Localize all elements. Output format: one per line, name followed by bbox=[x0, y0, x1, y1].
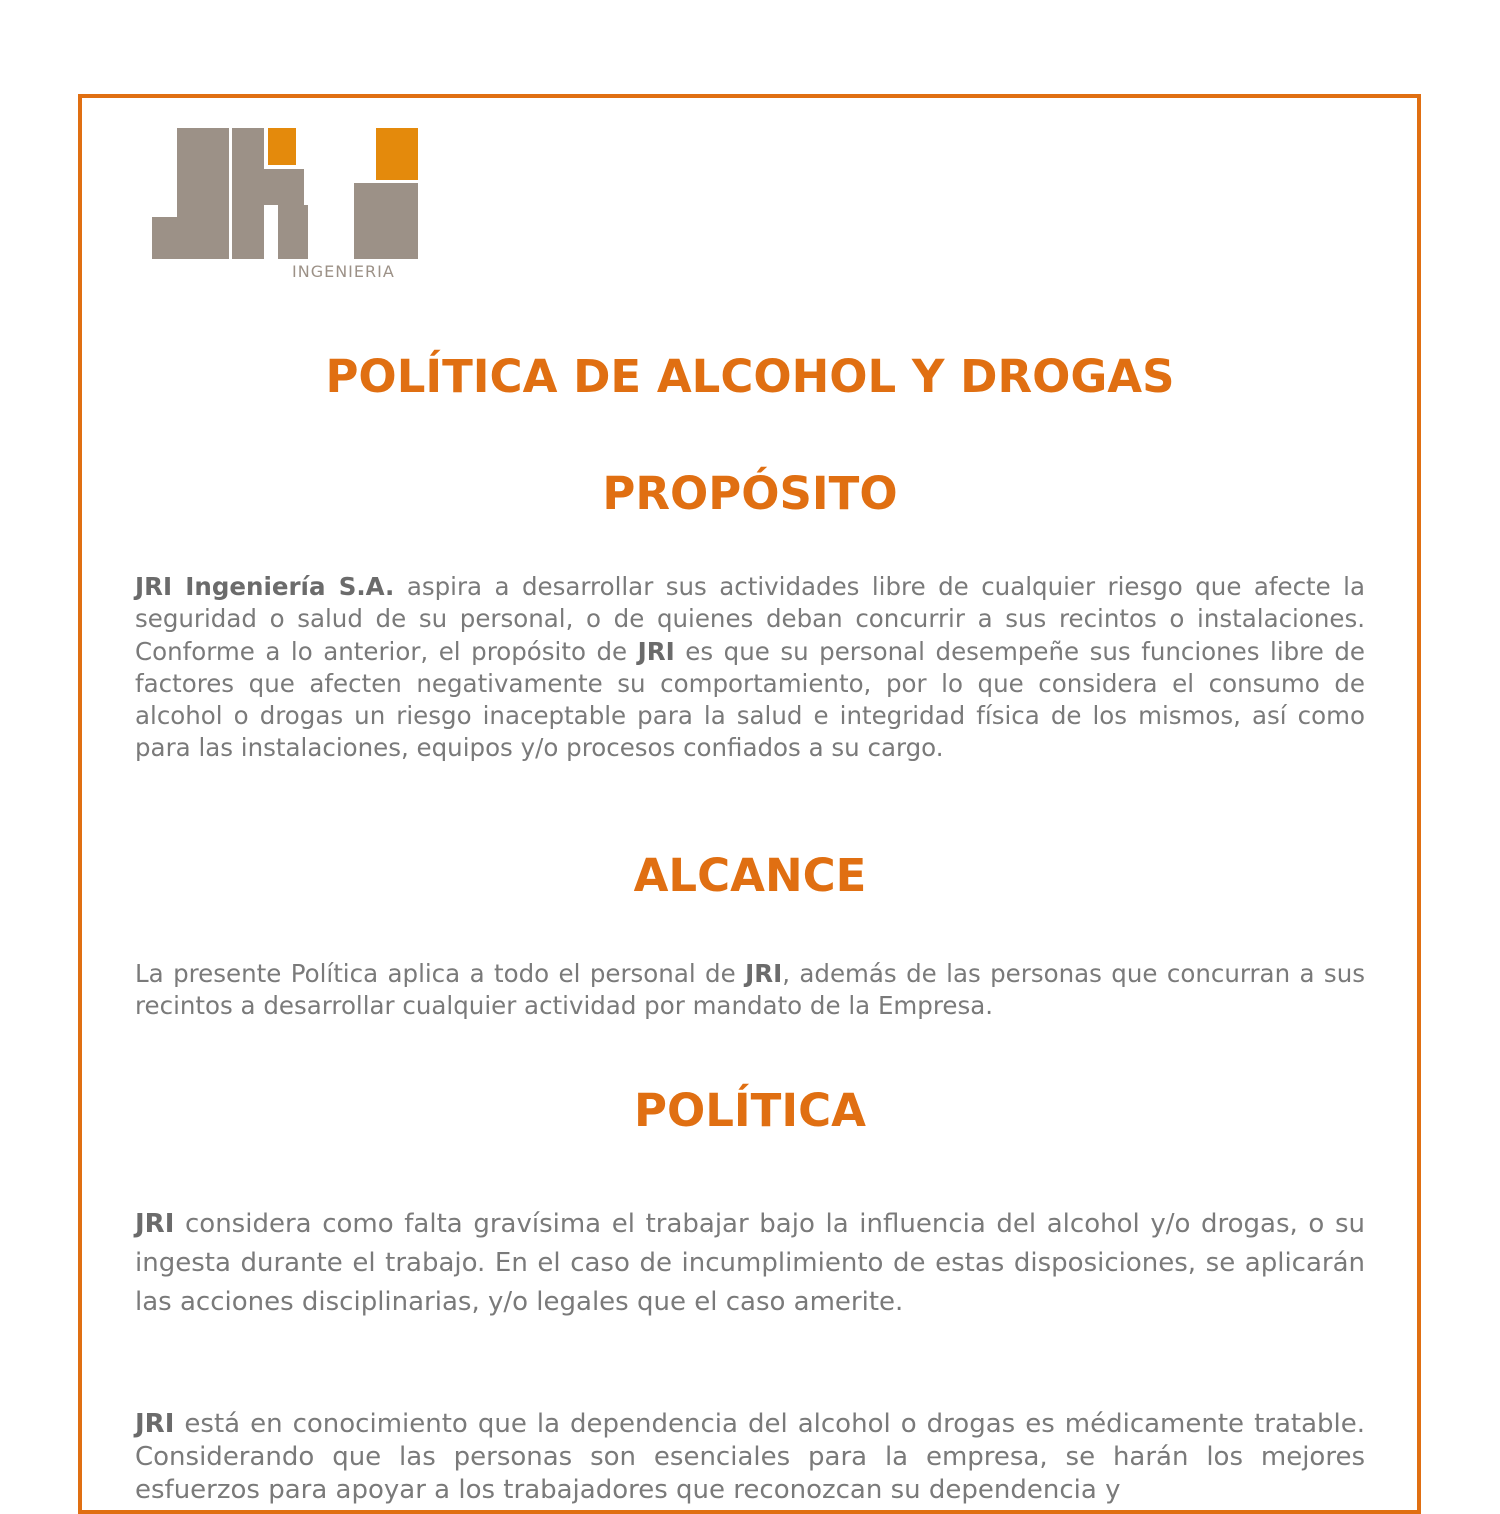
logo-i-stem bbox=[354, 183, 418, 259]
paragraph-text: , además de las personas que concurran a sus recintos a desarrollar cualquier actividad por mandato de la Empresa. bbox=[135, 959, 1365, 1021]
logo-j-top bbox=[177, 128, 229, 217]
paragraph-proposito bbox=[135, 571, 1365, 765]
logo-subtitle: INGENIERIA bbox=[292, 262, 395, 281]
logo-r-bowl bbox=[264, 169, 304, 205]
bold-jri: JRI bbox=[637, 636, 675, 666]
logo-i-dot bbox=[376, 128, 418, 180]
paragraph-politica-1 bbox=[135, 1205, 1365, 1322]
paragraph-text: La presente Política aplica a todo el personal de bbox=[135, 959, 746, 988]
bold-jri: JRI bbox=[745, 959, 783, 988]
logo-r-accent bbox=[268, 128, 296, 165]
logo-j-bottom bbox=[152, 217, 229, 259]
paragraph-text: aspira a desarrollar sus actividades libre de cualquier riesgo que afecte la seguridad o salud de su personal, o de quienes deban concurrir a sus recintos o instalaciones. Conforme a lo anterior, el propósito de bbox=[135, 572, 1366, 666]
heading-proposito: PROPÓSITO bbox=[602, 467, 898, 520]
heading-alcance: ALCANCE bbox=[633, 849, 867, 902]
document-title: POLÍTICA DE ALCOHOL Y DROGAS bbox=[325, 350, 1175, 403]
bold-jri: JRI bbox=[135, 1409, 175, 1439]
paragraph-text: considera como falta gravísima el trabajar bajo la influencia del alcohol y/o drogas, o su ingesta durante el trabajo. En el caso de incumplimiento de estas disposiciones, se aplicarán las acciones disciplinarias, y/o legales que el caso amerite. bbox=[135, 1209, 1365, 1317]
paragraph-text: es que su personal desempeñe sus funciones libre de factores que afecten negativamente su comportamiento, por lo que considera el consumo de alcohol o drogas un riesgo inaceptable para la salud e integridad física de los mismos, así como para las instalaciones, equipos y/o procesos confiados a su cargo. bbox=[135, 636, 1365, 763]
bold-company-name: JRI Ingeniería S.A. bbox=[135, 572, 395, 601]
bold-jri: JRI bbox=[135, 1209, 175, 1239]
paragraph-politica-2 bbox=[135, 1408, 1365, 1507]
logo-r-stem bbox=[232, 128, 264, 259]
paragraph-alcance bbox=[135, 958, 1365, 1023]
logo-r-leg bbox=[278, 205, 308, 259]
paragraph-text: está en conocimiento que la dependencia del alcohol o drogas es médicamente tratable. Considerando que las personas son esenciales para la empresa, se harán los mejores esfuerzos para apoyar a los trabajadores que reconozcan su dependencia y bbox=[135, 1409, 1365, 1505]
jri-logo bbox=[150, 125, 420, 285]
heading-politica: POLÍTICA bbox=[634, 1084, 866, 1137]
